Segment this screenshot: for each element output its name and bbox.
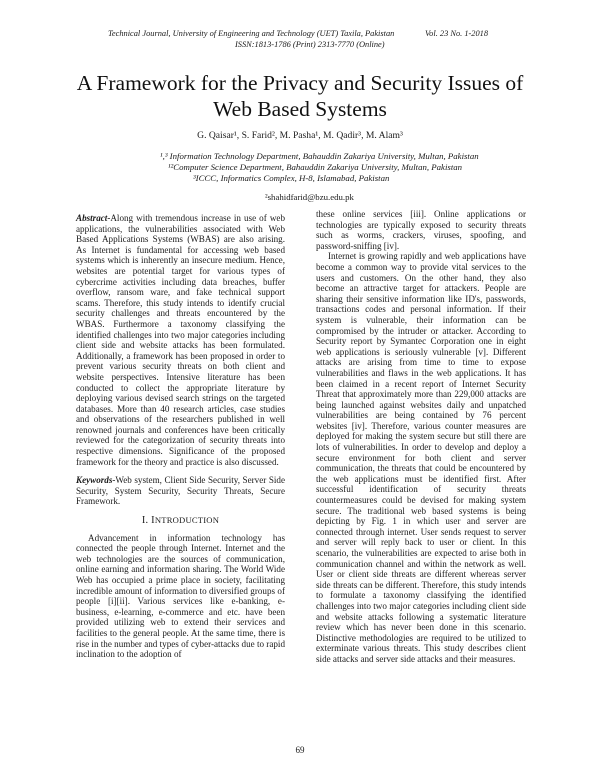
- volume-info: Vol. 23 No. 1-2018: [425, 29, 489, 38]
- abstract: [76, 213, 285, 467]
- section-heading-introduction: I. INTRODUCTION: [141, 515, 220, 527]
- page-number: 69: [295, 745, 305, 755]
- affiliation-1: ¹,³ Information Technology Department, Bahauddin Zakariya University, Multan, Pakistan: [160, 151, 479, 161]
- keywords: [76, 475, 285, 507]
- intro-paragraph-continued: these online services [iii]. Online applications or technologies are typically exposed to security threats such as worms, crackers, viruses, spoofing, and password-sniffing [iv].: [316, 209, 526, 251]
- author-list: G. Qaisar¹, S. Farid², M. Pasha¹, M. Qadir³, M. Alam³: [197, 130, 403, 141]
- intro-paragraph-2: Internet is growing rapidly and web applications have become a common way to provide vital services to the users and customers. On the other hand, they also become an attractive target for attackers. People are sharing their sensitive information like ID's, passwords, transactions codes and personal information. If their system is vulnerable, their information can be compromised by the intruder or attacker. According to Security report by Symantec Corporation one in eight web applications is seriously vulnerable [v]. Different attacks are arising from time to time to expose vulnerabilities and flaws in the web applications. It has been claimed in a recent report of Internet Security Threat that approximately more than 229,000 attacks are being launched against websites daily and unpatched vulnerabilities are being contained by 76 percent websites [iv]. Therefore, various counter measures are deployed for making the system secure but still there are lots of vulnerabilities. In order to develop and deploy a secure environment for both client and server communication, the threats that could be encountered by the web applications must be identified first. After successful identification of security threats countermeasures could be devised for making system secure. The traditional web based systems is being depicting by Fig. 1 in which user and server are connected through internet. User sends request to server and server will reply back to user or client. In this scenario, the vulnerabilities are expected to arise both in communication channel and within the network as well. User or client side threats are different whereas server side threats can be different. Therefore, this study intends to formulate a taxonomy classifying the identified challenges into two major categories including client side and website attacks following a systematic literature review which has never been done in this scenario. Distinctive methodologies are required to be utilized to exterminate various threats. This study describes client side attacks and server side attacks and their measures.: [316, 251, 526, 664]
- abstract-text: Along with tremendous increase in use of web applications, the vulnerabilities associated with Web Based Applications Systems (WBAS) are also arising. As Internet is fundamental for accessing web based systems which is inherently an insecure medium. Hence, websites are potential target for various types of cybercrime activities including data breaches, buffer overflow, ransom ware, and fake technical support scams. Therefore, this study intends to identify crucial security challenges and threats encountered by the WBAS. Furthermore a taxonomy classifying the identified challenges into two major categories including client side and website attacks has been formulated. Additionally, a framework has been proposed in order to prevent various security threats on both client and website perspectives. Intensive literature has been conducted to collect the appropriate literature by deploying various devised search strings on the targeted databases. More than 40 research articles, case studies and observations of the researchers published in well renowned journals and conferences have been critically reviewed for the categorization of security threats into respective dimensions. Significance of the proposed framework for the theory and practice is also discussed.: [76, 213, 285, 467]
- affiliation-2: ¹²Computer Science Department, Bahauddin Zakariya University, Multan, Pakistan: [168, 162, 463, 172]
- keywords-text: Web system, Client Side Security, Server Side Security, System Security, Security Threats, Secure Framework.: [76, 475, 285, 507]
- keywords-label: Keywords-: [76, 475, 116, 486]
- intro-paragraph-1: Advancement in information technology has connected the people through Internet. Internet and the web technologies are the sources of communication, online earning and information sharing. The World Wide Web has occupied a prime place in society, facilitating incredible amount of information to diversified groups of people [i][ii]. Various services like e-banking, e-business, e-learning, e-commerce and etc. have been provided utilizing web to extend their services and facilities to the general people. At the same time, there is rise in the number and types of cyber-attacks due to rapid inclination to the adoption of: [76, 532, 285, 660]
- issn-line: ISSN:1813-1786 (Print) 2313-7770 (Online): [235, 40, 385, 49]
- right-column: [316, 209, 526, 665]
- journal-name: Technical Journal, University of Engineering and Technology (UET) Taxila, Pakistan: [108, 29, 395, 38]
- paper-title: A Framework for the Privacy and Security Issues of Web Based Systems: [76, 71, 524, 121]
- affiliation-3: ³ICCC, Informatics Complex, H-8, Islamabad, Pakistan: [193, 173, 390, 183]
- abstract-label: Abstract-: [76, 213, 111, 223]
- corresponding-email: ²shahidfarid@bzu.edu.pk: [265, 192, 354, 202]
- left-column: [76, 213, 285, 660]
